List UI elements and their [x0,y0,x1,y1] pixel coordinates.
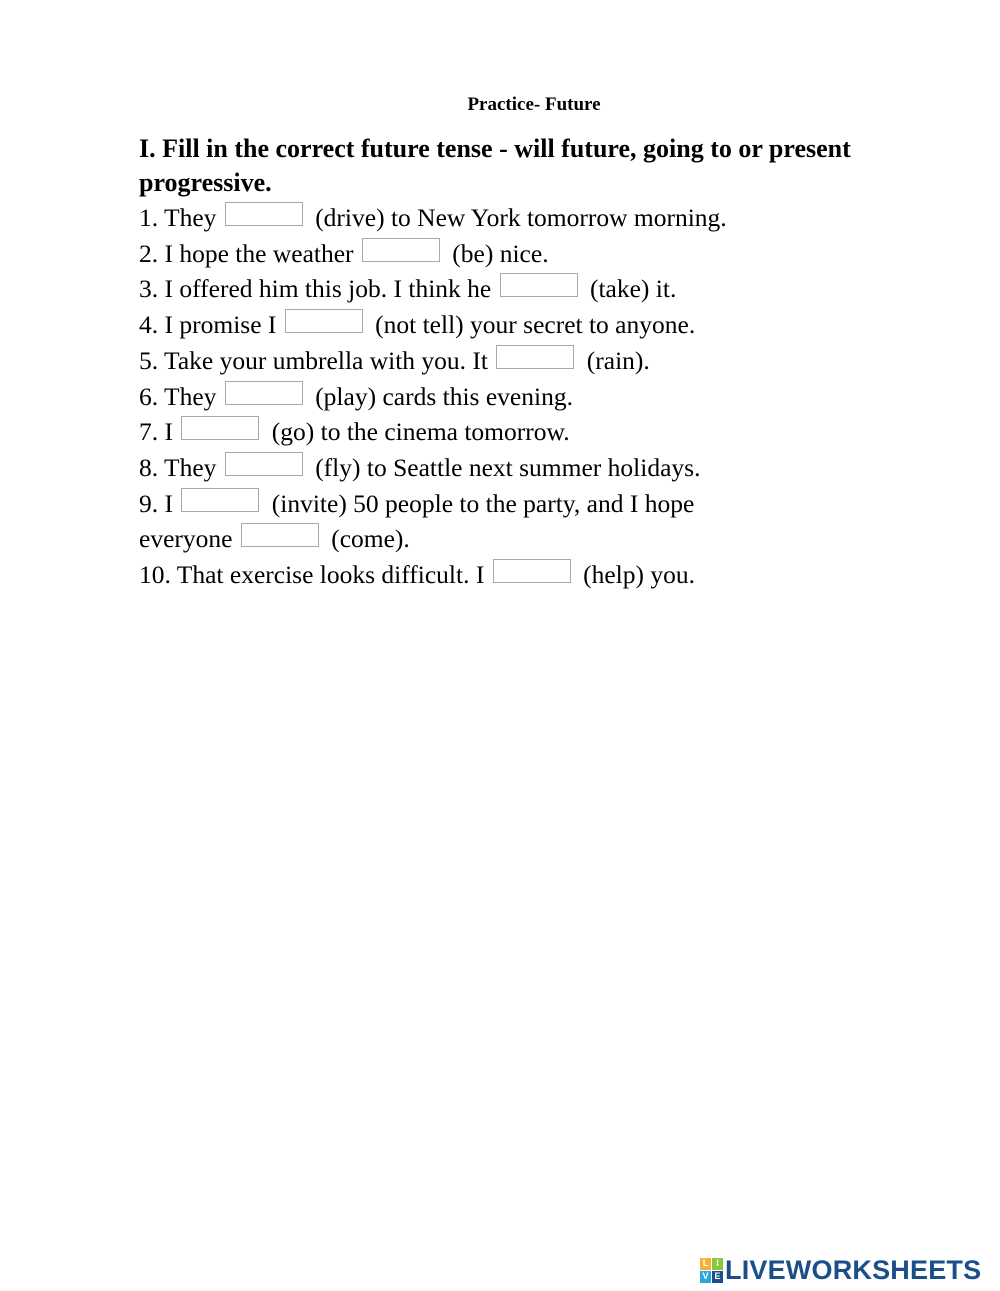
line-text-after: (come). [331,524,410,554]
exercise-line-10 [139,557,899,593]
logo-cell-i: I [712,1258,723,1270]
exercise-line-2 [139,236,899,272]
logo-cell-v: V [700,1271,711,1283]
line-text-before: 9. I [139,488,173,518]
line-text-before: 1. They [139,203,217,232]
line-text-before: 3. I offered him this job. I think he [139,274,492,304]
answer-blank-4[interactable] [285,309,363,333]
exercise-line-9 [139,486,899,522]
answer-blank-9[interactable] [181,488,259,512]
line-text-after: (drive) to New York tomorrow morning. [315,203,727,232]
answer-blank-11[interactable] [493,559,571,583]
logo-mark-icon [700,1258,723,1283]
answer-blank-1[interactable] [225,202,303,226]
answer-blank-7[interactable] [181,416,259,440]
logo-cell-l: L [700,1258,711,1270]
logo-wordmark: LIVEWORKSHEETS [725,1255,982,1285]
line-text-after: (invite) 50 people to the party, and I hope [271,488,695,518]
line-text-after: (play) cards this evening. [315,381,573,411]
line-text-after: (not tell) your secret to anyone. [375,310,696,340]
exercise-line-8 [139,450,899,486]
line-text-before: 5. Take your umbrella with you. It [139,345,489,375]
line-text-after: (rain). [586,345,650,375]
answer-blank-3[interactable] [500,273,578,297]
line-text-after: (be) nice. [452,238,549,268]
exercise-line-4 [139,307,899,343]
answer-blank-10[interactable] [241,523,319,547]
logo-cell-e: E [712,1271,723,1283]
answer-blank-6[interactable] [225,381,303,405]
liveworksheets-logo [700,1256,981,1284]
exercise-line-6 [139,379,899,415]
line-text-after: (take) it. [589,274,677,304]
line-text-before: 7. I [139,417,173,447]
instruction-heading: I. Fill in the correct future tense - will future, going to or present progressive. [139,134,851,197]
page-title: Practice- Future [467,94,601,115]
exercise-line-7 [139,414,899,450]
line-text-before: 10. That exercise looks difficult. I [139,560,485,590]
line-text-before: 2. I hope the weather [139,238,354,268]
line-text-after: (fly) to Seattle next summer holidays. [315,452,701,482]
line-text-before: 4. I promise I [139,310,277,340]
exercise-line-5 [139,343,899,379]
answer-blank-8[interactable] [225,452,303,476]
exercise-line-9-continued [139,521,899,557]
line-text-after: (help) you. [583,560,695,590]
answer-blank-2[interactable] [362,238,440,262]
line-text-after: (go) to the cinema tomorrow. [271,417,570,447]
line-text-before: 8. They [139,452,217,482]
exercise-list [139,200,899,593]
exercise-line-3 [139,271,899,307]
line-text-before: everyone [139,524,233,554]
worksheet-content [139,132,899,593]
exercise-line-1 [139,200,899,236]
line-text-before: 6. They [139,381,217,411]
answer-blank-5[interactable] [496,345,574,369]
